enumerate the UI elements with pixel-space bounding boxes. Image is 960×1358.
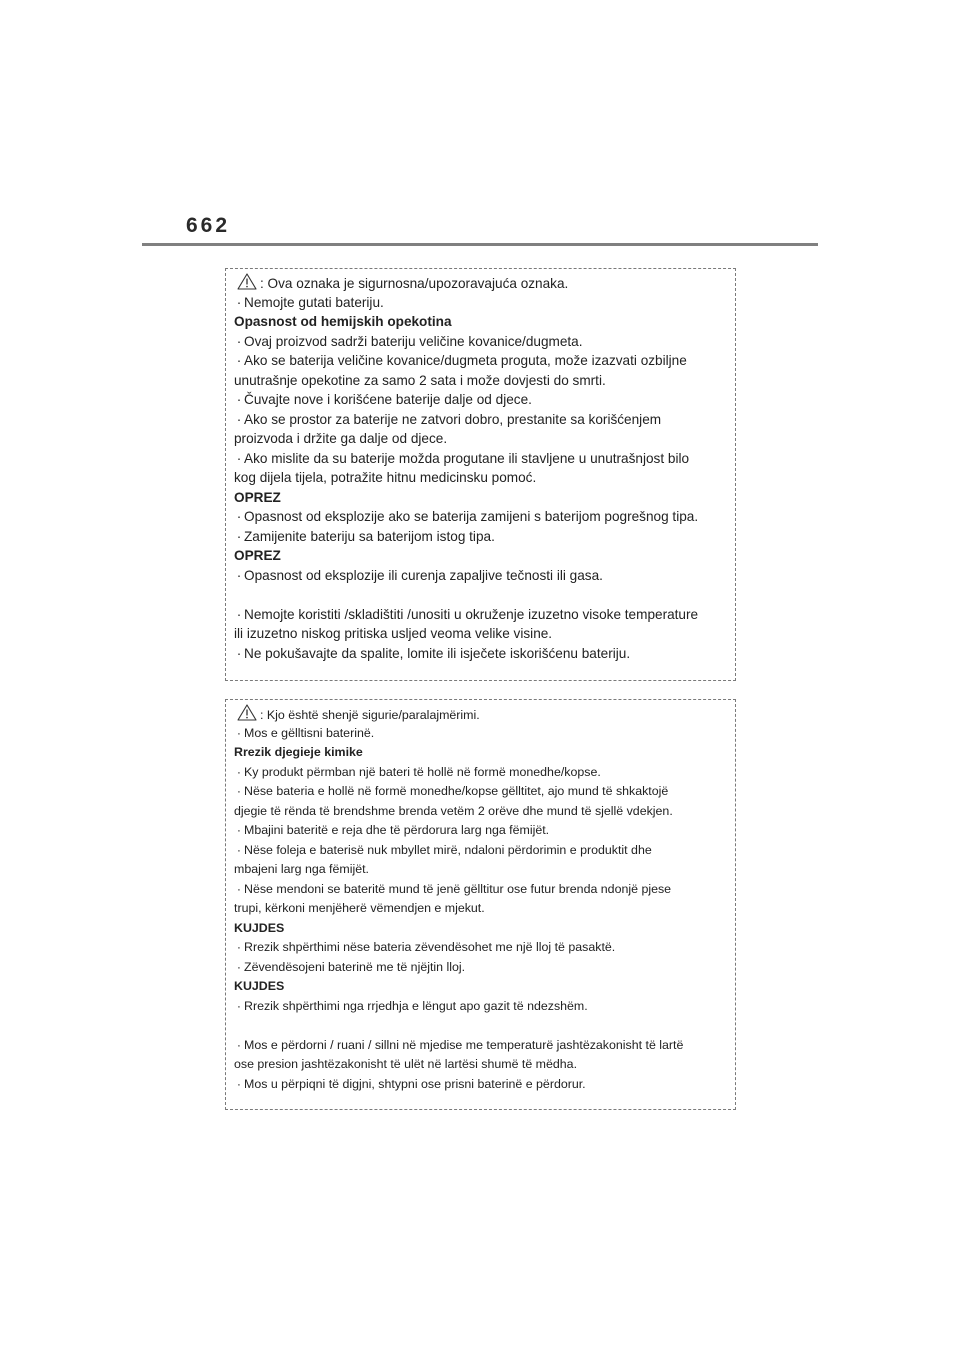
text-line bbox=[234, 566, 727, 586]
bullet-dot: · bbox=[236, 842, 242, 857]
text-line bbox=[234, 624, 727, 644]
line-text: Ky produkt përmban një bateri të hollë në formë monedhe/kopse. bbox=[244, 764, 601, 779]
bullet-dot: · bbox=[236, 392, 242, 407]
text-line bbox=[234, 429, 727, 449]
line-text: KUJDES bbox=[234, 920, 285, 935]
text-line bbox=[234, 880, 727, 900]
text-line bbox=[234, 371, 727, 391]
line-text: Ne pokušavajte da spalite, lomite ili isječete iskorišćenu bateriju. bbox=[244, 645, 631, 661]
line-text: Zëvendësojeni baterinë me të njëjtin lloj. bbox=[244, 959, 466, 974]
section-heading bbox=[234, 743, 727, 763]
line-text: Nëse foleja e baterisë nuk mbyllet mirë, ndaloni përdorimin e produktit dhe bbox=[244, 842, 652, 857]
line-text: Rrezik shpërthimi nëse bateria zëvendësohet me një lloj të pasaktë. bbox=[244, 940, 616, 954]
warning-box-albanian bbox=[225, 699, 736, 1110]
text-line bbox=[234, 332, 727, 352]
line-text: : Ova oznaka je sigurnosna/upozoravajuća oznaka. bbox=[260, 276, 569, 291]
text-line bbox=[234, 507, 727, 527]
line-text: Opasnost od eksplozije ili curenja zapaljive tečnosti ili gasa. bbox=[244, 567, 603, 583]
text-line bbox=[234, 527, 727, 547]
line-text: KUJDES bbox=[234, 979, 285, 993]
bullet-dot: · bbox=[236, 606, 242, 622]
text-line bbox=[234, 821, 727, 841]
bullet-dot: · bbox=[236, 823, 242, 837]
text-line bbox=[234, 782, 727, 802]
bullet-dot: · bbox=[236, 645, 242, 661]
line-text: ose presion jashtëzakonisht të ulët në lartësi shumë të mëdha. bbox=[234, 1057, 578, 1071]
line-text: Ovaj proizvod sadrži bateriju veličine kovanice/dugmeta. bbox=[244, 333, 583, 349]
line-text: unutrašnje opekotine za samo 2 sata i može dovjesti do smrti. bbox=[234, 372, 606, 388]
text-line bbox=[234, 468, 727, 488]
text-line bbox=[234, 802, 727, 822]
line-text: Nëse bateria e hollë në formë monedhe/kopse gëlltitet, ajo mund të shkaktojë bbox=[244, 784, 669, 798]
line-text: Opasnost od hemijskih opekotina bbox=[234, 314, 452, 329]
line-text: Ako mislite da su baterije možda progutane ili stavljene u unutrašnjost bilo bbox=[244, 450, 690, 466]
line-text: Rrezik djegieje kimike bbox=[234, 745, 363, 759]
section-heading bbox=[234, 488, 727, 508]
bullet-dot: · bbox=[236, 353, 242, 368]
text-line bbox=[234, 1055, 727, 1075]
line-text: OPREZ bbox=[234, 548, 281, 563]
bullet-dot: · bbox=[236, 764, 242, 779]
text-line bbox=[234, 351, 727, 371]
line-text: Rrezik shpërthimi nga rrjedhja e lëngut apo gazit të ndezshëm. bbox=[244, 998, 588, 1013]
blank-line bbox=[234, 585, 727, 605]
line-text: kog dijela tijela, potražite hitnu medicinsku pomoć. bbox=[234, 470, 537, 485]
text-line bbox=[234, 1075, 727, 1095]
bullet-dot: · bbox=[236, 1076, 242, 1091]
bullet-dot: · bbox=[236, 294, 242, 310]
line-text: djegie të rënda të brendshme brenda vetëm 2 orëve dhe mund të sjellë vdekjen. bbox=[234, 803, 673, 818]
warning-symbol-line bbox=[234, 273, 727, 293]
line-text: Zamijenite bateriju sa baterijom istog tipa. bbox=[244, 528, 495, 544]
text-line bbox=[234, 293, 727, 313]
line-text: Ako se baterija veličine kovanice/dugmeta proguta, može izazvati ozbiljne bbox=[244, 353, 687, 368]
bullet-dot: · bbox=[236, 567, 242, 583]
warning-triangle-icon bbox=[237, 704, 257, 721]
warning-symbol-line bbox=[234, 704, 727, 724]
bullet-dot: · bbox=[236, 959, 242, 974]
line-text: Ako se prostor za baterije ne zatvori dobro, prestanite sa korišćenjem bbox=[244, 411, 662, 427]
text-line bbox=[234, 410, 727, 430]
bullet-dot: · bbox=[236, 509, 242, 524]
line-text: mbajeni larg nga fëmijët. bbox=[234, 862, 369, 876]
text-line bbox=[234, 860, 727, 880]
line-text: OPREZ bbox=[234, 489, 281, 505]
line-text: trupi, kërkoni menjëherë vëmendjen e mjekut. bbox=[234, 901, 485, 915]
line-text: proizvoda i držite ga dalje od djece. bbox=[234, 431, 448, 446]
bullet-dot: · bbox=[236, 528, 242, 544]
text-line bbox=[234, 841, 727, 861]
text-line bbox=[234, 390, 727, 410]
page-number: 662 bbox=[186, 214, 231, 237]
bullet-dot: · bbox=[236, 998, 242, 1013]
line-text: Čuvajte nove i korišćene baterije dalje od djece. bbox=[244, 392, 532, 407]
text-line bbox=[234, 899, 727, 919]
blank-line bbox=[234, 1016, 727, 1036]
bullet-dot: · bbox=[236, 940, 242, 954]
section-heading bbox=[234, 546, 727, 566]
text-line bbox=[234, 1036, 727, 1056]
section-heading bbox=[234, 977, 727, 997]
line-text: Mos e përdorni / ruani / sillni në mjedise me temperaturë jashtëzakonisht të lartë bbox=[244, 1037, 684, 1052]
text-line bbox=[234, 763, 727, 783]
bullet-dot: · bbox=[236, 411, 242, 427]
line-text: Mbajini bateritë e reja dhe të përdorura larg nga fëmijët. bbox=[244, 823, 550, 837]
text-line bbox=[234, 958, 727, 978]
text-line bbox=[234, 605, 727, 625]
bullet-dot: · bbox=[236, 1037, 242, 1052]
text-line bbox=[234, 997, 727, 1017]
bullet-dot: · bbox=[236, 333, 242, 349]
bullet-dot: · bbox=[236, 784, 242, 798]
bullet-dot: · bbox=[236, 725, 242, 740]
warning-triangle-icon bbox=[237, 273, 257, 290]
line-text: Nemojte koristiti /skladištiti /unositi u okruženje izuzetno visoke temperature bbox=[244, 606, 699, 622]
line-text: : Kjo është shenjë sigurie/paralajmërimi. bbox=[260, 708, 480, 722]
line-text: Nemojte gutati bateriju. bbox=[244, 294, 384, 310]
text-line bbox=[234, 449, 727, 469]
line-text: Opasnost od eksplozije ako se baterija zamijeni s baterijom pogrešnog tipa. bbox=[244, 509, 699, 524]
line-text: Mos e gëlltisni baterinë. bbox=[244, 725, 375, 740]
text-line bbox=[234, 724, 727, 744]
bullet-dot: · bbox=[236, 450, 242, 466]
text-line bbox=[234, 644, 727, 664]
warning-box-croatian bbox=[225, 268, 736, 681]
line-text: Nëse mendoni se bateritë mund të jenë gëlltitur ose futur brenda ndonjë pjese bbox=[244, 881, 672, 896]
text-line bbox=[234, 938, 727, 958]
header-rule bbox=[142, 243, 818, 246]
bullet-dot: · bbox=[236, 881, 242, 896]
section-heading bbox=[234, 919, 727, 939]
section-heading bbox=[234, 312, 727, 332]
line-text: ili izuzetno niskog pritiska usljed veoma velike visine. bbox=[234, 626, 553, 641]
line-text: Mos u përpiqni të digjni, shtypni ose prisni baterinë e përdorur. bbox=[244, 1076, 586, 1091]
